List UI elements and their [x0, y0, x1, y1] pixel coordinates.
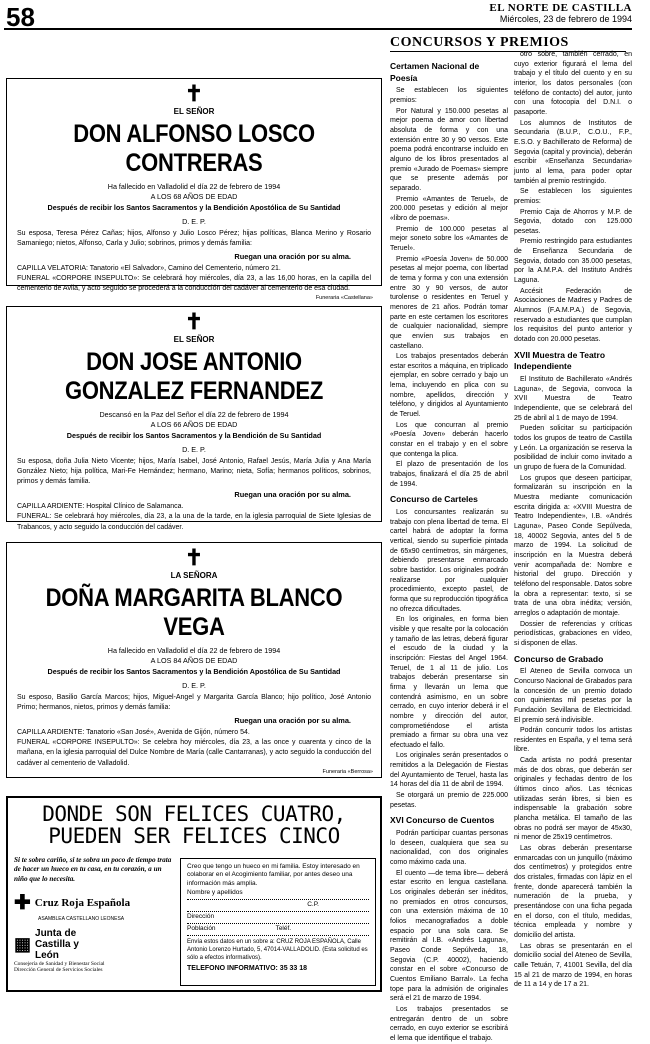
form-field-address[interactable]: Dirección	[187, 913, 369, 924]
red-cross-logo	[14, 890, 176, 916]
form-field-cp[interactable]: C.P.	[187, 901, 369, 912]
article-paragraph: Premio restringido para estudiantes de Enseñanza Secundaria de Segovia, dotado con 35.000 pesetas, por la A.M.P.A. del Instituto Andrés Laguna.	[514, 238, 632, 285]
family-list: Su esposa, doña Julia Nieto Vicente; hijos, María Isabel, José Antonio, Rafael Jesús, María Julia y Ana María González Nieto; hija política, Mari-Fe Hernández; hermano, Marino; nieta, Sofía; hermanos políticos, sobrinos, primos y demás familia.	[17, 457, 371, 486]
family-list: Su esposa, Teresa Pérez Cañas; hijos, Alfonso y Julio Losco Pérez; hijas políticas, Blanca Merino y Rosario Samaniego; nietos, Alfonso, Carla y Julio; sobrinos, primos y demás familia:	[17, 229, 371, 248]
funeral-info: FUNERAL «CORPORE INSEPULTO»: Se celebra hoy miércoles, día 23, a las once y cuarenta y cinco de la mañana, en la iglesia parroquial del Dulce Nombre de María (calle Cantarranas), y acto seguido la conducción del cadáver al cementerio de Valladolid.	[17, 739, 371, 767]
funeral-agency: Funeraria «Castellana»	[315, 294, 373, 301]
ad-left-block	[14, 856, 176, 973]
article-heading: Concurso de Grabado	[514, 653, 604, 664]
deceased-name-line1: DON JOSE ANTONIO	[86, 348, 302, 376]
article-heading: Certamen Nacional de Poesía	[390, 61, 480, 83]
org-name: Cruz Roja Española	[34, 897, 131, 910]
sacrament-line: Después de recibir los Santos Sacramentos y la Bendición Apostólica de Su Santidad	[47, 667, 341, 677]
funeral-info: FUNERAL: Se celebrará hoy miércoles, día 23, a la una de la tarde, en la iglesia parroquial de Siete Iglesias de Trabancos, y acto seguido la conducción del cadáver.	[17, 513, 371, 531]
gov-name: Junta de Castilla y León	[35, 928, 79, 962]
prayer-request: Ruegan una oración por su alma.	[234, 490, 351, 500]
org-subtitle: ASAMBLEA CASTELLANO LEONESA	[38, 916, 125, 923]
deceased-name: DOÑA MARGARITA BLANCO VEGA	[45, 584, 343, 641]
article-paragraph: Pueden solicitar su participación todos los grupos de teatro de Castilla y León. La organización se reserva la posibilidad de incluir como invitado a un grupo de fuera de la Comunidad.	[514, 425, 632, 472]
death-notice: Ha fallecido en Valladolid el día 22 de febrero de 1994	[107, 645, 281, 655]
cross-icon: ✚	[14, 892, 31, 915]
obituary-title: EL SEÑOR	[173, 107, 215, 116]
article-paragraph: Accésit Federación de Asociaciones de Madres y Padres de Alumnos (F.A.M.P.A.) de Segovia, reservado a estudiantes que cumplan los requisitos del punto anterior y dotado con 20.000 pesetas.	[514, 287, 632, 344]
deceased-name-line2: GONZALEZ FERNANDEZ	[64, 376, 324, 405]
article-paragraph: Premio de 100.000 pesetas al mejor soneto sobre los «Amantes de Teruel».	[390, 225, 508, 252]
article-paragraph: Premio «Poesía Joven» de 50.000 pesetas al mejor poema, con libertad de tema y forma y con una extensión entre 30 y 90 versos, de autor turolense o residentes en Teruel y menores de 21 años. Podrán tomar parte en este certamen los escritores de cualquier nacionalidad, siempre que envíen sus trabajos en castellano.	[390, 255, 508, 350]
article-paragraph: Los originales serán presentados o remitidos a la Delegación de Fiestas del Ayuntamiento de Teruel, hasta las 14 horas del día 11 de abril de 1994.	[390, 752, 508, 789]
funeral-info: FUNERAL «CORPORE INSEPULTO»: Se celebrará hoy miércoles, día 23, a las 16,00 horas, en la capilla del cementerio de Avila, y acto seguido se procederá a la conducción del cadáver al cementerio de esa ciudad.	[17, 275, 371, 293]
article-paragraph: Los alumnos de Institutos de Secundaria (B.U.P., C.O.U., F.P., E.S.O. y Bachillerato de Reforma) de Segovia (capital y provincia), deberán escribir «Enseñanza Secundaria» junto al lema, para poder optar también al premio restringido.	[514, 119, 632, 185]
article-column-1	[390, 56, 508, 1042]
age: A LOS 68 AÑOS DE EDAD	[150, 192, 238, 202]
gov-dept: Consejería de Sanidad y Bienestar Social	[14, 961, 105, 968]
page-number: 58	[6, 2, 35, 32]
article-paragraph: Por Natural y 150.000 pesetas al mejor poema de amor con libertad absoluta de forma y con una extensión entre 30 y 90 versos. Este poema podrá encontrarse incluido en alguno de los libros presentados al premio «Jurado de Poemas» siempre que se presente además por separado.	[390, 107, 508, 192]
cross-icon: ✝	[184, 81, 204, 106]
form-field-name[interactable]: Nombre y apellidos	[187, 889, 369, 900]
form-send-info: Envía estos datos en un sobre a: CRUZ ROJA ESPAÑOLA, Calle Antonio Lorenzo Hurtado, 5, 47014-VALLADOLID. (Esta solicitud es sólo a efectos informativos).	[187, 939, 368, 961]
article-paragraph: El plazo de presentación de los trabajos, finalizará el día 25 de abril de 1994.	[390, 461, 508, 488]
article-paragraph: El cuento —de tema libre— deberá estar escrito en lengua castellana. Los originales deberán ser inéditos, no premiados en otros concursos, con una extensión máxima de 10 folios mecanografiados a doble espacio por una sola cara. Se remitirán al I.B. «Andrés Laguna», Paseo Conde Sepúlveda, 18, Segovia (C.P. 40002), haciendo constar en el sobre «Concurso de Cuentos Emiliano Barral». La fecha tope para la admisión de originales será el 21 de marzo de 1994.	[390, 869, 508, 1003]
prayer-request: Ruegan una oración por su alma.	[234, 716, 351, 726]
obituary-blanco	[6, 542, 382, 778]
article-paragraph: Cada artista no podrá presentar más de dos obras, que deberán ser originales y fechadas dentro de los últimos cinco años. Las técnicas utilizadas serán libres, si bien es indispensable la grabación sobre plancha metálica. El tamaño de las obras no podrá ser mayor de 45x30, ni menor de 25x19 centímetros.	[514, 757, 632, 842]
death-notice: Ha fallecido en Valladolid el día 22 de febrero de 1994	[107, 181, 281, 191]
article-paragraph: Se establecen los siguientes premios:	[390, 87, 508, 105]
article-paragraph: Dossier de referencias y críticas periodísticas, grabaciones en vídeo, si disponen de ellas.	[514, 620, 632, 647]
family-list: Su esposo, Basilio García Marcos; hijos, Miguel-Angel y Margarita García Blanco; hijo político, José Antonio Primo; hermanos, nietos, primos y demás familia:	[17, 693, 371, 712]
rip: D. E. P.	[182, 216, 206, 226]
age: A LOS 84 AÑOS DE EDAD	[150, 656, 238, 666]
article-paragraph: Premio Caja de Ahorros y M.P. de Segovia, dotado con 125.000 pesetas.	[514, 208, 632, 235]
sacrament-line: Después de recibir los Santos Sacramentos y la Bendición Apostólica de Su Santidad	[47, 203, 341, 213]
article-paragraph: El Ateneo de Sevilla convoca un Concurso Nacional de Grabados para la concesión de un premio dotado con quinientas mil pesetas por la Fundación Sevillana de Electricidad. El premio será indivisible.	[514, 668, 632, 724]
article-heading: XVII Muestra de Teatro Independiente	[514, 349, 606, 372]
article-paragraph: Los concursantes realizarán su trabajo con plena libertad de tema. El cartel habrá de adoptar la forma vertical, siendo su superficie pintada de 65x90 centímetros, sin márgenes, debiendo presentarse enmarcado sobre bastidor. Los originales podrán realizarse por cualquier procedimiento, excepto pastel, de forma que su reproducción tipográfica no ofrezca dificultades.	[390, 509, 508, 613]
article-column-2	[514, 50, 632, 996]
form-field-town[interactable]: Población Teléf.	[187, 925, 369, 936]
newspaper-name: EL NORTE DE CASTILLA	[489, 2, 632, 14]
deceased-name: DON ALFONSO LOSCO CONTRERAS	[73, 120, 315, 177]
obituary-gonzalez	[6, 306, 382, 531]
article-paragraph: El Instituto de Bachillerato «Andrés Laguna», de Segovia, convoca la XVII Muestra de Teatro Independiente, que se celebrará del 25 de abril al 1 de mayo de 1994.	[514, 376, 632, 422]
article-paragraph: Podrán participar cuantas personas lo deseen, cualquiera que sea su nacionalidad, con dos originales como máximo cada una.	[390, 830, 508, 867]
junta-logo	[14, 928, 176, 961]
info-phone: TELEFONO INFORMATIVO: 35 33 18	[187, 964, 308, 972]
funeral-agency: Funeraria «Berrosa»	[322, 768, 373, 775]
article-paragraph: Se otorgará un premio de 225.000 pesetas.	[390, 792, 508, 809]
issue-date: Miércoles, 23 de febrero de 1994	[499, 14, 632, 24]
ad-appeal: Si te sobra cariño, si te sobra un poco de tiempo trata de hacer un hueco en tu casa, en tu corazón, a un niño que lo necesita.	[14, 856, 172, 883]
obituary-title: EL SEÑOR	[173, 335, 215, 344]
rip: D. E. P.	[182, 680, 206, 690]
foster-care-ad	[6, 796, 382, 992]
age: A LOS 66 AÑOS DE EDAD	[150, 420, 238, 430]
ad-headline-1: DONDE SON FELICES CUATRO,	[42, 802, 346, 826]
article-paragraph: Los que concurran al premio «Poesía Joven» deberán hacerlo constar en el trabajo y en el sobre que contenga la plica.	[390, 421, 508, 458]
rip: D. E. P.	[182, 444, 206, 454]
form-intro: Creo que tengo un hueco en mi familia. Estoy interesado en colaborar en el Acogimiento familiar, por antes deseo una información más amplia.	[187, 863, 360, 887]
article-paragraph: Se establecen los siguientes premios:	[514, 188, 632, 205]
section-title: CONCURSOS Y PREMIOS	[390, 35, 626, 52]
article-paragraph: Los grupos que deseen participar, formalizarán su inscripción en la Muestra mediante comunicación escrita dirigida a: «XVIII Muestra de Teatro Independiente», I.B. «Andrés Laguna», Paseo Conde Sepúlveda, 18, 40002 Segovia, antes del 5 de marzo de 1994. La solicitud de inscripción en la Muestra deberá venir acompañada de: Nombre e historial del grupo. Dirección y teléfono del responsable. Datos sobre la obra a representar: texto, si se trata de una obra inédita; versión, arreglos o adaptación de montaje.	[514, 474, 632, 617]
top-rule	[4, 28, 632, 30]
article-paragraph: Las obras deberán presentarse enmarcadas con un junquillo (máximo dos centímetros) y protegidos entre dos cristales, firmadas con lápiz en el frente, donde aparecerá también la numeración de la prueba, y presentándose con una ficha pegada en el dorso, con el título, medidas, técnica empleada y nombre y domicilio del artista.	[514, 845, 632, 939]
article-paragraph: Las obras se presentarán en el domicilio social del Ateneo de Sevilla, calle Tetuán, 7, 41001 Sevilla, del día 15 al 21 de marzo de 1994, en horas de 11 a 14 y de 17 a 21.	[514, 942, 632, 989]
article-paragraph: Los trabajos presentados se entregarán dentro de un sobre cerrado, en cuyo exterior se escribirá el lema que identifique el trabajo.	[390, 1005, 508, 1042]
ad-headline-2: PUEDEN SER FELICES CINCO	[48, 824, 340, 849]
coat-of-arms-icon: ▦	[14, 933, 32, 954]
obituary-losco	[6, 78, 382, 301]
sacrament-line: Después de recibir los Santos Sacramentos y la Bendición de Su Santidad	[66, 431, 322, 441]
article-heading: Concurso de Carteles	[390, 494, 478, 505]
gov-subdept: Dirección General de Servicios Sociales	[14, 967, 103, 974]
article-heading: XVI Concurso de Cuentos	[390, 815, 495, 826]
prayer-request: Ruegan una oración por su alma.	[234, 252, 351, 262]
article-paragraph: Podrán concurrir todos los artistas residentes en España, y el tema será libre.	[514, 727, 632, 754]
article-paragraph: Los trabajos presentados deberán estar escritos a máquina, en triplicado ejemplar, en sobre cerrado y bajo un lema, incluyendo en plica con su nombre, apellidos, dirección y teléfono, y dirigidos al Ayuntamiento de Teruel.	[390, 353, 508, 419]
cross-icon: ✝	[184, 545, 204, 570]
death-notice: Descansó en la Paz del Señor el día 22 de febrero de 1994	[99, 409, 289, 419]
obituary-title: LA SEÑORA	[170, 571, 218, 580]
masthead	[489, 2, 632, 24]
info-request-form	[180, 858, 376, 986]
chapel-info: CAPILLA VELATORIA: Tanatorio «El Salvador», Camino del Cementerio, número 21.	[17, 265, 281, 273]
article-paragraph: otro sobre, también cerrado, en cuyo exterior figurará el lema del trabajo y el título del cuento y en su interior, los datos personales (con teléfono de contacto) del autor, junto con una fotocopia del D.N.I. o pasaporte.	[514, 51, 632, 116]
chapel-info: CAPILLA ARDIENTE: Tanatorio «San José», Avenida de Gijón, número 54.	[17, 729, 250, 737]
chapel-info: CAPILLA ARDIENTE: Hospital Clínico de Salamanca.	[17, 503, 184, 511]
cross-icon: ✝	[184, 309, 204, 334]
article-paragraph: En los originales, en forma bien visible y que resalte por la colocación y tamaño de las letras, deberá figurar el escudo de la ciudad y la inscripción: Fiestas del Angel 1964. Teruel, de 1 al 11 de julio. Los trabajos deberán presentarse sin firma y llevarán un lema que contendrá asimismo, en un sobre cerrado, en cuyo interior deberá ir el nombre y dirección del autor, comprometiéndose el artista premiado a firmar su obra una vez efectuado el fallo.	[390, 616, 508, 749]
article-paragraph: Premio «Amantes de Teruel», de 200.000 pesetas y edición al mejor «libro de poemas».	[390, 195, 508, 222]
